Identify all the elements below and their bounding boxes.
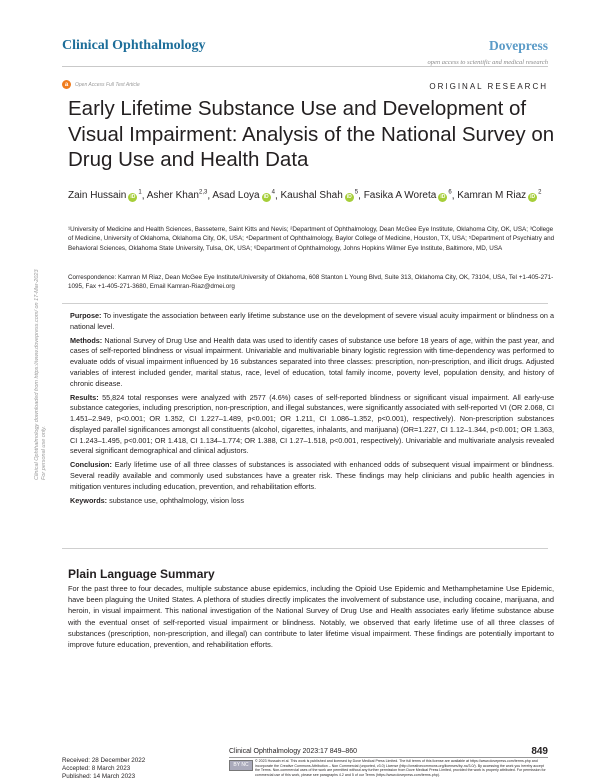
orcid-icon[interactable]: iD <box>263 194 269 201</box>
plain-language-heading: Plain Language Summary <box>68 567 215 581</box>
author-affiliation-ref: 6 <box>448 190 452 196</box>
open-access-label: Open Access Full Text Article <box>75 81 140 88</box>
page-number: 849 <box>531 746 548 757</box>
author-affiliation-ref: 1 <box>138 190 142 196</box>
abstract <box>70 311 554 510</box>
download-watermark <box>34 269 48 480</box>
journal-name: Clinical Ophthalmology <box>62 38 206 53</box>
abstract-conclusion <box>70 460 554 492</box>
author[interactable] <box>364 190 452 201</box>
header-divider <box>62 66 548 67</box>
abstract-results-label: Results: <box>70 392 99 402</box>
abstract-purpose <box>70 311 554 333</box>
author[interactable] <box>457 190 541 201</box>
orcid-icon[interactable]: iD <box>346 194 352 201</box>
footer-divider <box>229 757 548 758</box>
abstract-purpose-label: Purpose: <box>70 311 102 320</box>
published-date: Published: 14 March 2023 <box>62 773 136 780</box>
received-date: Received: 28 December 2022 <box>62 757 146 764</box>
abstract-results-text: 55,824 total responses were analyzed with 2577 (4.6%) cases of self-reported blindness or significant visual impairment. All early-use substance categories, including prescription, non-prescription, and illegal substances, were significantly associated with self-reported VI (OR 2.068, CI 1.451–2.949, p<0.001; OR 1.352, CI 1.227–1.489, p<0.001; OR 1.211, CI 1.086–1.352, p<0.001), respectively). Non-prescription substances displayed parallel significances amongst all constituents (alcohol, cigarettes, inhalants, and marijuana) (OR=1.227, CI 1.12–1.344, p<0.001; OR 1.363, CI 1.243–1.495, p<0.001; OR 1.418, CI 1.134–1.774; OR 1.388, CI 1.27–1.518, p<0.001, respectively). Univariable and multivariate analysis revealed several significant demographical and clinical adjustors. <box>70 392 554 456</box>
open-access-icon: a <box>62 80 71 89</box>
abstract-purpose-text: To investigate the association between early lifetime substance use on the development of severe visual acuity impairment or blindness on a national level. <box>70 311 554 331</box>
author[interactable] <box>68 190 142 201</box>
abstract-conclusion-text: Early lifetime use of all three classes of substances is associated with enhanced odds of subsequent visual impairment or blindness. Several readily available and commonly used substances have a greater risk. These findings may help clinicians and public health agencies in mitigation ventures including education, prevention, and rehabilitation efforts. <box>70 460 554 491</box>
author-name: Kamran M Riaz <box>457 190 527 202</box>
article-title: Early Lifetime Substance Use and Development of Visual Impairment: Analysis of the National Survey on Drug Use and Health Data <box>68 97 555 171</box>
publication-dates <box>62 757 145 781</box>
author[interactable] <box>147 190 208 201</box>
license-text: © 2023 Hussain et al. This work is published and licensed by Dove Medical Press Limited. The full terms of this license are available at https://www.dovepress.com/terms.php and incorporate the Creative Commons Attribution – Non Commercial (unported, v3.0) License (http://creativecommons.org/licenses/by-nc/3.0/). By accessing the work you hereby accept the Terms. Non-commercial uses of the work are permitted without any further permission from Dove Medical Press Limited, provided the work is properly attributed. For permission for commercial use of this work, please see paragraphs 4.2 and 5 of our Terms (https://www.dovepress.com/terms.php). <box>255 759 546 777</box>
correspondence: Correspondence: Kamran M Riaz, Dean McGee Eye Institute/University of Oklahoma, 608 Stanton L Young Blvd, Suite 313, Oklahoma City, OK, 73104, USA, Tel +1-405-271-1095, Fax +1-405-271-3680, Email Kamran-Riaz@dmei.org <box>68 274 554 291</box>
article-type: ORIGINAL RESEARCH <box>429 82 548 91</box>
abstract-methods-text: National Survey of Drug Use and Health data was used to identify cases of substance use before 18 years of age, within the past year, and cases of self-reported blindness or visual impairment. Univariable and multivariable binary logistic regression with time-dependency was performed to evaluate odds of visual impairment influenced by 16 substances separated into three classes: prescription, non-prescription, and illicit drugs. Adjusted variables of interest included gender, marital status, race, level of education, total family income, poverty level, population density, and history of chronic disease. <box>70 335 554 388</box>
abstract-methods-label: Methods: <box>70 335 103 345</box>
author-list: Zain Hussain $iD^1$, Asher Khan$^{2,3}$, Asad Loya $iD^4$, Kaushal Shah $iD^5$, Fasika A Woreta $iD^6$, Kamran M Riaz $iD^2$ <box>68 190 542 202</box>
abstract-methods <box>70 336 554 390</box>
abstract-conclusion-label: Conclusion: <box>70 460 112 470</box>
author-affiliation-ref: 2,3 <box>198 190 208 196</box>
affiliations: ¹University of Medicine and Health Sciences, Basseterre, Saint Kitts and Nevis; ²Department of Ophthalmology, Dean McGee Eye Institute, Oklahoma City, OK, USA; ³College of Medicine, University of Oklahoma, Oklahoma City, OK, USA; ⁴Department of Ophthalmology, Baylor College of Medicine, Houston, TX, USA; ⁵Department of Psychiatry and Behavioral Sciences, Oklahoma State University, Tulsa, OK, USA; ⁶Department of Ophthalmology, Johns Hopkins Wilmer Eye Institute, Baltimore, MD, USA <box>68 226 555 252</box>
publisher-logo[interactable]: Dovepress <box>489 38 548 53</box>
author[interactable] <box>281 190 359 201</box>
author[interactable] <box>212 190 275 201</box>
orcid-icon[interactable]: iD <box>530 194 536 201</box>
author-name: Zain Hussain <box>68 190 127 202</box>
abstract-divider-top <box>62 303 548 304</box>
accepted-date: Accepted: 8 March 2023 <box>62 765 131 772</box>
author-affiliation-ref: 2 <box>538 190 542 196</box>
footer-citation: Clinical Ophthalmology 2023:17 849–860 <box>229 748 358 755</box>
watermark-line-1: Clinical Ophthalmology downloaded from https://www.dovepress.com/ on 17-Mar-2023 <box>34 269 40 480</box>
author-name: Fasika A Woreta <box>363 190 437 202</box>
abstract-keywords-text: substance use, ophthalmology, vision loss <box>109 495 244 505</box>
author-affiliation-ref: 4 <box>271 190 275 196</box>
watermark-line-2: For personal use only. <box>41 425 47 480</box>
author-name: Asher Khan <box>146 190 199 202</box>
creative-commons-icon[interactable]: BY NC <box>229 760 253 771</box>
abstract-keywords-label: Keywords: <box>70 495 108 505</box>
abstract-results <box>70 393 554 458</box>
orcid-icon[interactable]: iD <box>440 194 446 201</box>
author-affiliation-ref: 5 <box>354 190 359 196</box>
open-access-badge <box>62 80 140 89</box>
author-name: Asad Loya <box>212 190 260 202</box>
abstract-divider-bottom <box>62 548 548 549</box>
publisher-tagline: open access to scientific and medical research <box>427 59 548 66</box>
abstract-keywords <box>70 496 554 507</box>
orcid-icon[interactable]: iD <box>130 194 136 201</box>
author-name: Kaushal Shah <box>280 190 343 202</box>
plain-language-text: For the past three to four decades, multiple substance abuse epidemics, including the Opioid Use Epidemic and Methamphetamine Use Epidemic, have been plaguing the United States. A plethora of studies directly implicates the involvement of substance use, including cocaine, marijuana, and heroin, in visual impairment. This national investigation of the National Survey of Drug Use and Health associates early lifetime substance abuse with the eventual onset of self-reported visual impairment or blindness. Notably, we observed that early lifetime use of all three classes of substances (prescription, non-prescription, and illegal) can contribute to later lifetime visual impairment. These findings are potentially important to improve future education, prevention, and rehabilitation efforts. <box>68 584 554 650</box>
